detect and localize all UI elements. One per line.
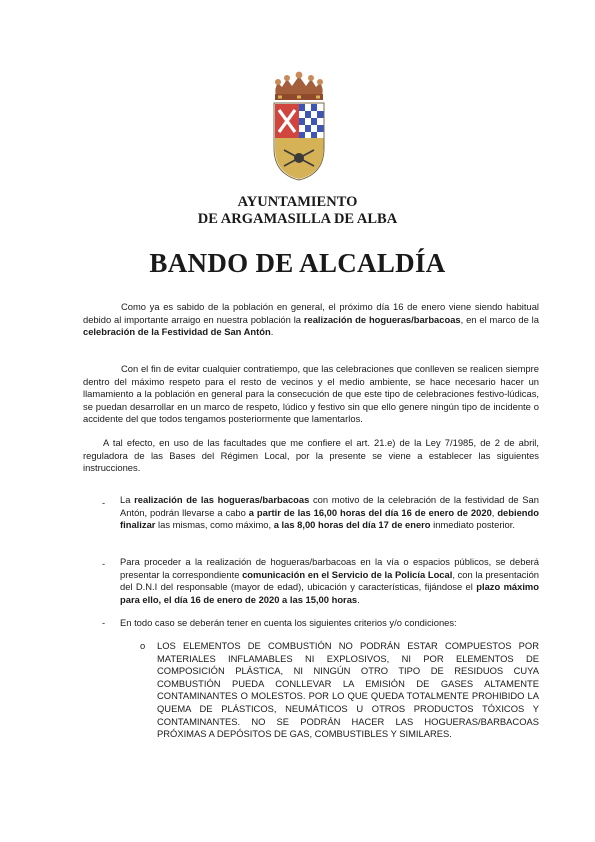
instruction-criteria: En todo caso se deberán tener en cuenta los siguientes criterios y/o condiciones: [120, 617, 457, 628]
instruction-communication: Para proceder a la realización de hogueras/barbacoas en la vía o espacios públicos, se deberá presentar la correspondiente comunicación en el Servicio de la Policía Local, con la presentación del D.N.I del responsable (mayor de edad), ubicación y características, fijándose el plazo máximo para ello, el día 16 de enero de 2020 a las 15,00 horas. [120, 556, 539, 605]
sub-bullet-marker: o [140, 640, 146, 651]
paragraph-intro: Como ya es sabido de la población en general, el próximo día 16 de enero viene siendo habitual debido al importante arraigo en nuestra población la realización de hogueras/barbacoas, en el marco de la celebración de la Festividad de San Antón. [83, 301, 539, 338]
criteria-combustion-materials: LOS ELEMENTOS DE COMBUSTIÓN NO PODRÁN ESTAR COMPUESTOS POR MATERIALES INFLAMABLES NI EXPLOSIVOS, NI POR ELEMENTOS DE COMPOSICIÓN PLÁSTICA, NI NINGÚN OTRO TIPO DE RESIDUOS CUYA COMBUSTIÓN PUEDA CONLLEVAR LA EMISIÓN DE GASES ALTAMENTE CONTAMINANTES O MOLESTOS. POR LO QUE QUEDA TOTALMENTE PROHIBIDO LA QUEMA DE PLÁSTICOS, NEUMÁTICOS U OTROS PRODUCTOS TÓXICOS Y CONTAMINANTES. NO SE PODRÁN HACER LAS HOGUERAS/BARBACOAS PRÓXIMAS A DEPÓSITOS DE GAS, COMBUSTIBLES Y SIMILARES. [157, 640, 539, 740]
bullet-dash: - [102, 617, 106, 628]
coat-of-arms-logo [270, 70, 328, 182]
organization-location: DE ARGAMASILLA DE ALBA [197, 211, 398, 227]
crown-icon [275, 72, 323, 100]
document-title: BANDO DE ALCALDÍA [149, 248, 446, 278]
paragraph-purpose: Con el fin de evitar cualquier contratiempo, que las celebraciones que conlleven se realicen siempre dentro del máximo respeto para el resto de vecinos y el medio ambiente, se hace necesario hacer un llamamiento a la población en general para la consecución de que este tipo de celebraciones festivo-lúdicas, se puedan desarrollar en un marco de respeto, lúdico y festivo sin que ello genere ningún tipo de incidente o accidente del que todos tengamos posteriormente que lamentarlos. [83, 363, 539, 425]
instruction-schedule: La realización de las hogueras/barbacoas con motivo de la celebración de la festividad de San Antón, podrán llevarse a cabo a partir de las 16,00 horas del día 16 de enero de 2020, debiendo finalizar las mismas, como máximo, a las 8,00 horas del día 17 de enero inmediato posterior. [120, 494, 539, 531]
bullet-dash: - [102, 497, 106, 508]
organization-name: AYUNTAMIENTO [237, 194, 358, 210]
bullet-dash: - [102, 558, 106, 569]
paragraph-legal-basis: A tal efecto, en uso de las facultades que me confiere el art. 21.e) de la Ley 7/1985, de 2 de abril, reguladora de las Bases del Régimen Local, por la presente se viene a establecer las siguientes instrucciones. [83, 437, 539, 474]
